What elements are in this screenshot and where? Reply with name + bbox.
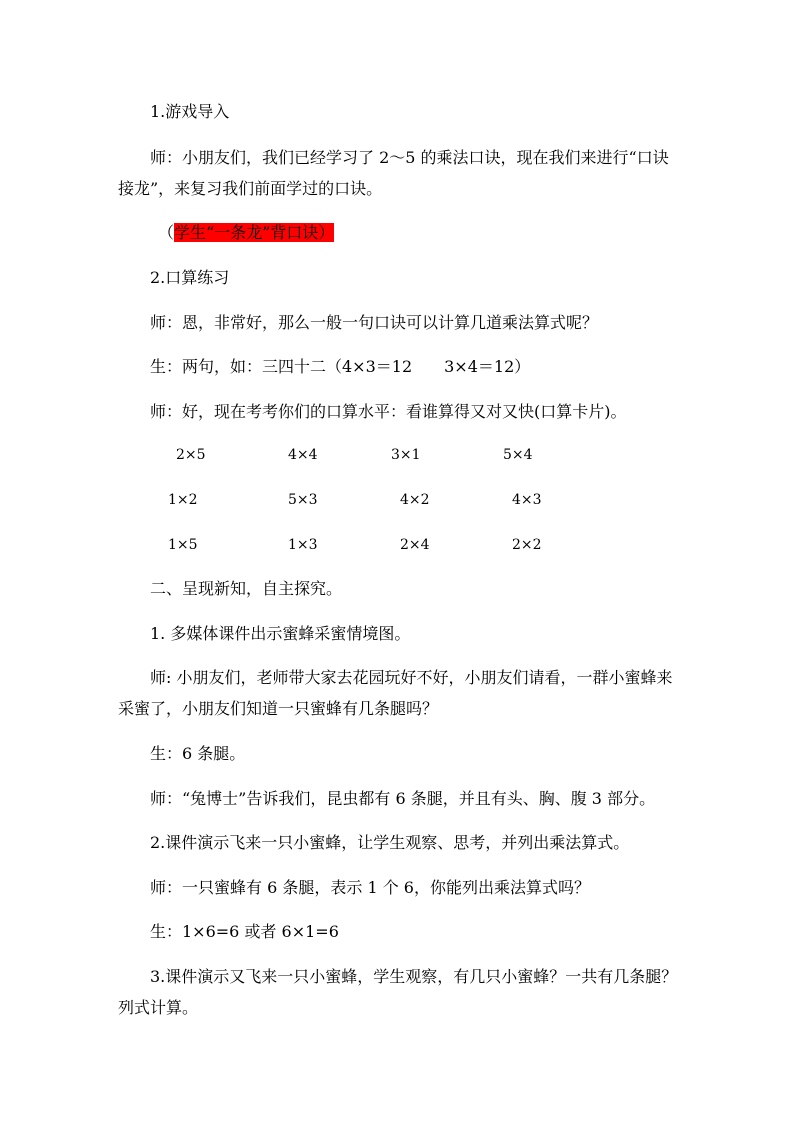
paragraph-student-equation: 生：1×6=6 或者 6×1=6 <box>150 922 339 941</box>
card-r2c2: 5×3 <box>288 492 318 508</box>
card-r2c3: 4×2 <box>400 492 430 508</box>
card-r3c1: 1×5 <box>168 537 198 553</box>
card-r3c4: 2×2 <box>512 537 542 553</box>
card-r1c2: 4×4 <box>288 447 318 463</box>
paragraph-teacher-garden-line1: 师: 小朋友们，老师带大家去花园玩好不好，小朋友们请看，一群小蜜蜂来 <box>150 668 673 687</box>
paragraph-courseware-one-bee: 2.课件演示飞来一只小蜜蜂，让学生观察、思考，并列出乘法算式。 <box>150 833 630 852</box>
card-r1c4: 5×4 <box>503 447 533 463</box>
card-r3c3: 2×4 <box>400 537 430 553</box>
section-heading-new-knowledge: 二、呈现新知，自主探究。 <box>150 579 343 598</box>
paragraph-teacher-intro-line1: 师：小朋友们，我们已经学习了 2～5 的乘法口诀，现在我们来进行“口诀 <box>150 148 669 167</box>
section-heading-oral-practice: 2.口算练习 <box>150 268 230 287</box>
paragraph-courseware-two-bees-line2: 列式计算。 <box>118 998 199 1017</box>
card-r1c3: 3×1 <box>391 447 421 463</box>
card-r1c1: 2×5 <box>176 447 206 463</box>
student-recite-note <box>158 222 334 244</box>
paragraph-teacher-garden-line2: 采蜜了，小朋友们知道一只蜜蜂有几条腿吗？ <box>118 699 439 718</box>
paragraph-teacher-intro-line2: 接龙”，来复习我们前面学过的口诀。 <box>118 179 383 198</box>
paragraph-student-six-legs: 生：6 条腿。 <box>150 744 246 763</box>
paragraph-teacher-quiz: 师：好，现在考考你们的口算水平：看谁算得又对又快(口算卡片)。 <box>150 402 627 421</box>
paren-open: （ <box>158 223 175 242</box>
card-r2c4: 4×3 <box>512 492 542 508</box>
card-r2c1: 1×2 <box>168 492 198 508</box>
section-heading-game-intro: 1.游戏导入 <box>150 102 230 121</box>
paragraph-courseware-two-bees-line1: 3.课件演示又飞来一只小蜜蜂，学生观察，有几只小蜜蜂？一共有几条腿？ <box>150 967 678 986</box>
paragraph-multimedia-scene: 1. 多媒体课件出示蜜蜂采蜜情境图。 <box>150 624 411 643</box>
highlighted-note: 学生“一条龙”背口诀） <box>174 223 335 242</box>
paragraph-teacher-one-six: 师：一只蜜蜂有 6 条腿，表示 1 个 6，你能列出乘法算式吗？ <box>150 878 590 897</box>
paragraph-teacher-question: 师：恩，非常好，那么一般一句口诀可以计算几道乘法算式呢？ <box>150 313 599 332</box>
paragraph-teacher-insects: 师：“兔博士”告诉我们，昆虫都有 6 条腿，并且有头、胸、腹 3 部分。 <box>150 789 656 808</box>
card-r3c2: 1×3 <box>288 537 318 553</box>
paragraph-student-answer: 生：两句，如：三四十二（4×3＝12 3×4＝12） <box>150 357 531 376</box>
